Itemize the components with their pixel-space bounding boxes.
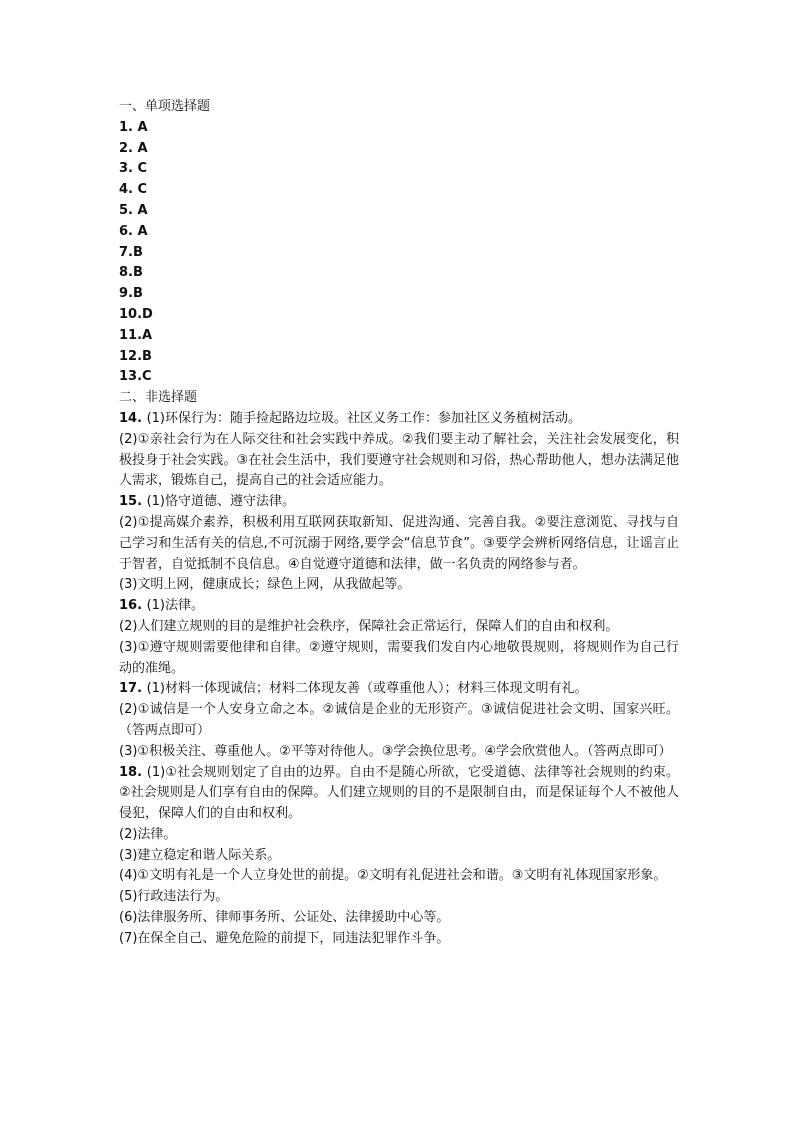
- question-number: 8.: [119, 265, 133, 281]
- answer-paragraph: [119, 763, 679, 825]
- answer-item: [119, 222, 679, 243]
- answer-paragraph: [119, 825, 679, 846]
- answer-choice: B: [142, 348, 152, 364]
- answer-paragraph: [119, 742, 679, 763]
- answer-choice: D: [142, 306, 153, 322]
- paragraph-list: [119, 409, 679, 950]
- answer-choice: A: [142, 327, 153, 343]
- answer-text: (3)建立稳定和谐人际关系。: [119, 847, 281, 863]
- answer-paragraph: [119, 679, 679, 700]
- answer-item: [119, 284, 679, 305]
- answer-text: (6)法律服务所、律师事务所、公证处、法律援助中心等。: [119, 910, 450, 926]
- answer-paragraph: [119, 596, 679, 617]
- answer-item: [119, 180, 679, 201]
- question-number: 7.: [119, 244, 133, 260]
- answer-paragraph: [119, 638, 679, 680]
- question-number: 17.: [119, 681, 147, 697]
- answer-choice: B: [132, 265, 143, 281]
- answer-choice: A: [132, 140, 148, 156]
- question-number: 13.: [119, 369, 143, 385]
- answer-paragraph: [119, 700, 679, 742]
- answer-item: [119, 367, 679, 388]
- section-title-single-choice: 一、单项选择题: [119, 99, 211, 114]
- answer-choice: C: [142, 369, 152, 385]
- answer-choice: B: [132, 286, 143, 302]
- answer-paragraph: [119, 513, 679, 575]
- answer-choice: A: [132, 223, 148, 239]
- question-number: 2.: [119, 140, 133, 156]
- answer-paragraph: [119, 887, 679, 908]
- answer-text: (7)在保全自己、避免危险的前提下，同违法犯罪作斗争。: [119, 930, 450, 946]
- answer-paragraph: [119, 617, 679, 638]
- answer-paragraph: [119, 575, 679, 596]
- answer-item: [119, 159, 679, 180]
- answer-text: (3)①遵守规则需要他律和自律。②遵守规则，需要我们发自内心地敬畏规则，将规则作为自己行动的准绳。: [119, 639, 679, 676]
- answer-text: (1)环保行为：随手捡起路边垃圾。社区义务工作：参加社区义务植树活动。: [146, 410, 581, 426]
- question-number: 9.: [119, 286, 133, 302]
- answer-paragraph: [119, 409, 679, 430]
- question-number: 14.: [119, 410, 147, 426]
- answer-list: [119, 118, 679, 388]
- question-number: 3.: [119, 161, 133, 177]
- answer-text: (2)法律。: [119, 826, 177, 842]
- answer-choice: A: [132, 202, 148, 218]
- answer-paragraph: [119, 846, 679, 867]
- question-number: 10.: [119, 306, 143, 322]
- answer-paragraph: [119, 430, 679, 492]
- answer-item: [119, 139, 679, 160]
- answer-choice: C: [132, 182, 148, 198]
- answer-paragraph: [119, 492, 679, 513]
- answer-paragraph: [119, 866, 679, 887]
- answer-text: (3)文明上网，健康成长；绿色上网，从我做起等。: [119, 577, 411, 593]
- answer-text: (1)法律。: [146, 598, 204, 614]
- question-number: 12.: [119, 348, 143, 364]
- answer-text: (2)①提高媒介素养，积极利用互联网获取新知、促进沟通、完善自我。②要注意浏览、寻找与自己学习和生活有关的信息,不可沉溺于网络,要学会“信息节食”。③要学会辨析网络信息，让谣言止于智者，自觉抵制不良信息。④自觉遵守道德和法律，做一名负责的网络参与者。: [119, 514, 679, 572]
- answer-choice: C: [132, 161, 148, 177]
- answer-text: (1)①社会规则划定了自由的边界。自由不是随心所欲，它受道德、法律等社会规则的约束。②社会规则是人们享有自由的保障。人们建立规则的目的不是限制自由，而是保证每个人不被他人侵犯，保障人们的自由和权利。: [119, 764, 679, 822]
- answer-item: [119, 326, 679, 347]
- answer-text: (4)①文明有礼是一个人立身处世的前提。②文明有礼促进社会和谐。③文明有礼体现国家形象。: [119, 868, 667, 884]
- answer-choice: B: [132, 244, 143, 260]
- answer-text: (2)①亲社会行为在人际交往和社会实践中养成。②我们要主动了解社会，关注社会发展变化，积极投身于社会实践。③在社会生活中，我们要遵守社会规则和习俗，热心帮助他人，想办法满足他人需求，锻炼自己，提高自己的社会适应能力。: [119, 431, 679, 489]
- answer-text: (3)①积极关注、尊重他人。②平等对待他人。③学会换位思考。④学会欣赏他人。（答两点即可）: [119, 743, 672, 759]
- question-number: 1.: [119, 119, 133, 135]
- answer-item: [119, 201, 679, 222]
- answer-text: (5)行政违法行为。: [119, 889, 229, 905]
- answer-item: [119, 118, 679, 139]
- answer-choice: A: [132, 119, 148, 135]
- question-number: 18.: [119, 764, 147, 780]
- question-number: 4.: [119, 182, 133, 198]
- question-number: 15.: [119, 494, 147, 510]
- section-title-non-choice: 二、非选择题: [119, 390, 198, 406]
- answer-item: [119, 243, 679, 264]
- answer-key: [119, 97, 679, 950]
- answer-item: [119, 305, 679, 326]
- question-number: 16.: [119, 598, 147, 614]
- answer-text: (2)人们建立规则的目的是维护社会秩序，保障社会正常运行，保障人们的自由和权利。: [119, 618, 619, 634]
- answer-text: (2)①诚信是一个人安身立命之本。②诚信是企业的无形资产。③诚信促进社会文明、国家兴旺。（答两点即可）: [119, 702, 679, 738]
- answer-item: [119, 347, 679, 368]
- answer-paragraph: [119, 908, 679, 929]
- answer-item: [119, 263, 679, 284]
- question-number: 11.: [119, 327, 143, 343]
- question-number: 5.: [119, 202, 133, 218]
- answer-text: (1)材料一体现诚信；材料二体现友善（或尊重他人）；材料三体现文明有礼。: [146, 681, 588, 697]
- answer-text: (1)恪守道德、遵守法律。: [146, 494, 295, 510]
- answer-paragraph: [119, 929, 679, 950]
- question-number: 6.: [119, 223, 133, 239]
